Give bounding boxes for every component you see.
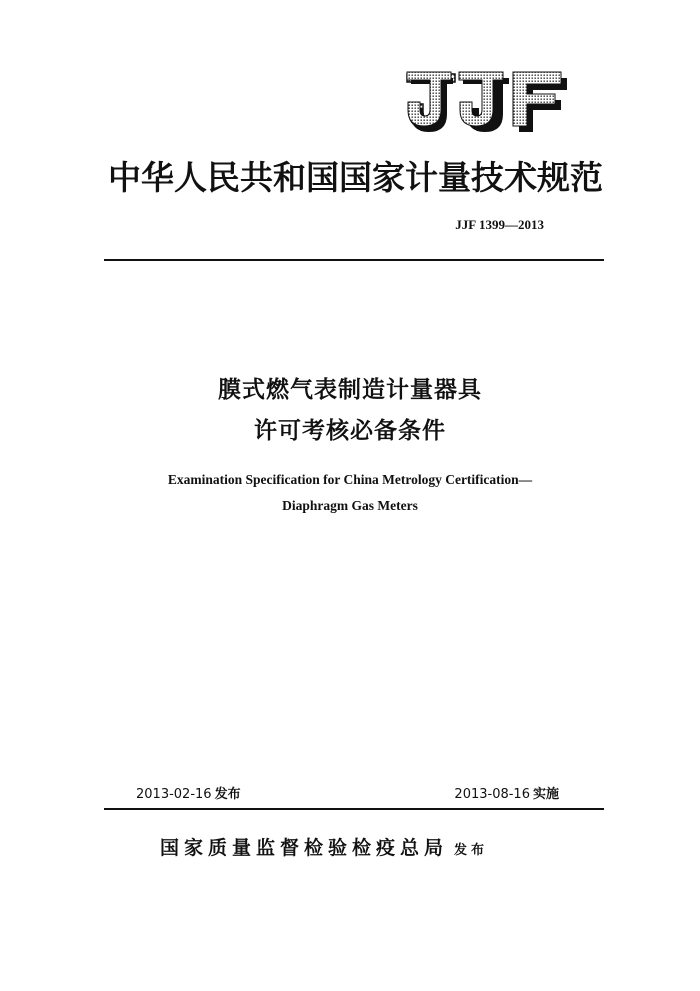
issue-date-value: 2013-02-16 [136, 787, 212, 802]
english-title-line-2: Diaphragm Gas Meters [282, 498, 418, 513]
issue-date [136, 783, 241, 802]
effective-date-value: 2013-08-16 [454, 787, 530, 802]
logo-letter-j-2 [459, 72, 509, 132]
publisher-suffix: 发布 [454, 843, 489, 858]
logo-letter-j-1 [407, 72, 455, 132]
publisher-name: 国家质量监督检验检疫总局 [160, 837, 449, 859]
issue-date-label: 发布 [214, 787, 241, 802]
bottom-divider [104, 808, 604, 810]
logo-letter-f [513, 72, 567, 132]
publisher [160, 833, 488, 860]
jjf-logo [405, 68, 570, 134]
chinese-title-line-1: 膜式燃气表制造计量器具 [218, 377, 482, 403]
chinese-title-line-2: 许可考核必备条件 [254, 418, 446, 444]
top-divider [104, 259, 604, 261]
standard-number: JJF 1399—2013 [455, 217, 544, 232]
jjf-logo-graphic [405, 68, 570, 134]
document-category-title: 中华人民共和国国家计量技术规范 [108, 158, 603, 197]
english-title-line-1: Examination Specification for China Metrology Certification— [167, 472, 533, 487]
effective-date-label: 实施 [532, 787, 559, 802]
effective-date [454, 783, 559, 802]
